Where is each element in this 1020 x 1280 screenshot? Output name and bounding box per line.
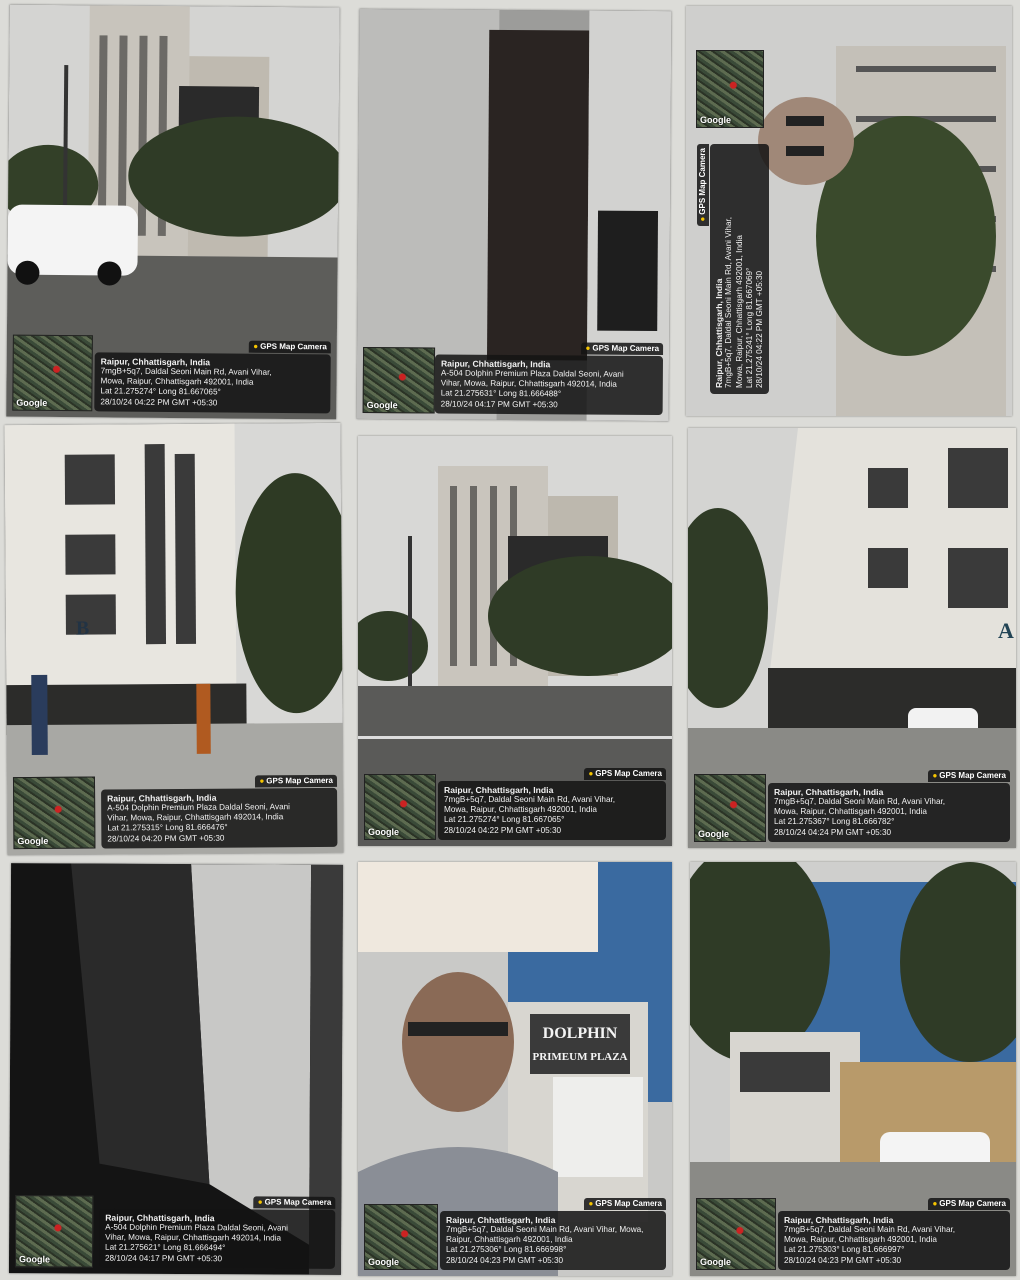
gps-map-camera-badge: ● GPS Map Camera (928, 770, 1010, 782)
gps-map-camera-badge: ● GPS Map Camera (584, 1198, 666, 1210)
rotated-gps-caption (696, 144, 769, 394)
block-letter-b: B (75, 617, 90, 640)
photo-2 (357, 9, 672, 421)
camera-pin-icon: ● (588, 1198, 594, 1208)
camera-pin-icon: ● (253, 341, 259, 351)
gps-map-camera-badge: ● GPS Map Camera (254, 1196, 336, 1209)
gps-map-camera-badge: ● GPS Map Camera (928, 1198, 1010, 1210)
minimap: Google (696, 1198, 776, 1270)
gps-caption: ● GPS Map Camera Raipur, Chhattisgarh, India 7mgB+5q7, Daldal Seoni Main Rd, Avani Vihar, Mowa, Raipur, Chhattisgarh 492001, India Lat 21.275274° Long 81.667065° 28/10/24 04:22 PM GMT +05:30 (94, 352, 331, 414)
minimap (12, 335, 93, 412)
gps-caption: ● GPS Map Camera Raipur, Chhattisgarh, India 7mgB+5q7, Daldal Seoni Main Rd, Avani Vihar, Mowa, Raipur, Chhattisgarh 492001, India Lat 21.275303° Long 81.666997° 28/10/24 04:23 PM GMT +05:30 (778, 1211, 1010, 1270)
gps-caption: ●GPS Map Camera Raipur, Chhattisgarh, India 7mgB+5q7, Daldal Seoni Main Rd, Avani Vihar, Mowa, Raipur, Chhattisgarh 492001, India Lat 21.275241° Long 81.667069° 28/10/24 04:22 PM GMT +05:30 (710, 144, 769, 394)
photo-9 (690, 862, 1016, 1276)
gps-map-camera-badge: ● GPS Map Camera (581, 342, 663, 355)
photo-8 (358, 862, 672, 1276)
photo-4 (5, 423, 344, 855)
minimap: Google (363, 347, 435, 414)
photo-3 (686, 6, 1012, 416)
minimap: Google (364, 774, 436, 840)
gps-caption: ● GPS Map Camera Raipur, Chhattisgarh, India 7mgB+5q7, Daldal Seoni Main Rd, Avani Vihar, Mowa, Raipur, Chhattisgarh 492001, India Lat 21.275306° Long 81.666998° 28/10/24 04:23 PM GMT +05:30 (440, 1211, 666, 1270)
minimap: Google (696, 50, 764, 128)
gps-caption: ● GPS Map Camera Raipur, Chhattisgarh, India A-504 Dolphin Premium Plaza Daldal Seoni, Avani Vihar, Mowa, Raipur, Chhattisgarh 492014, India Lat 21.275631° Long 81.666488° 28/10/24 04:17 PM GMT +05:30 (435, 354, 663, 415)
camera-pin-icon: ● (932, 770, 938, 780)
gps-map-camera-badge: ● GPS Map Camera (584, 768, 666, 780)
plaza-sign-line-1: DOLPHIN (542, 1025, 618, 1042)
photo-7 (9, 863, 343, 1275)
minimap: Google (694, 774, 766, 842)
map-google-label: Google (16, 397, 48, 408)
minimap: Google (13, 777, 96, 850)
plaza-sign-line-2: PRIMEUM PLAZA (532, 1051, 628, 1063)
gps-caption: ● GPS Map Camera Raipur, Chhattisgarh, India 7mgB+5q7, Daldal Seoni Main Rd, Avani Vihar, Mowa, Raipur, Chhattisgarh 492001, India Lat 21.275274° Long 81.667065° 28/10/24 04:22 PM GMT +05:30 (438, 781, 666, 840)
photo-6 (688, 428, 1016, 848)
gps-map-camera-badge: ● GPS Map Camera (255, 774, 337, 787)
gps-map-camera-badge: ● GPS Map Camera (249, 340, 331, 353)
camera-pin-icon: ● (259, 775, 265, 785)
gps-caption: ● GPS Map Camera Raipur, Chhattisgarh, India A-504 Dolphin Premium Plaza Daldal Seoni, Avani Vihar, Mowa, Raipur, Chhattisgarh 492014, India Lat 21.275315° Long 81.666476° 28/10/24 04:20 PM GMT +05:30 (101, 787, 337, 848)
gps-caption: ● GPS Map Camera Raipur, Chhattisgarh, India 7mgB+5q7, Daldal Seoni Main Rd, Avani Vihar, Mowa, Raipur, Chhattisgarh 492001, India Lat 21.275367° Long 81.666782° 28/10/24 04:24 PM GMT +05:30 (768, 783, 1010, 842)
block-letter-a: A (998, 618, 1014, 643)
camera-pin-icon: ● (585, 343, 591, 353)
camera-pin-icon: ● (257, 1196, 263, 1206)
gps-caption: ● GPS Map Camera Raipur, Chhattisgarh, India A-504 Dolphin Premium Plaza Daldal Seoni, Avani Vihar, Mowa, Raipur, Chhattisgarh 492014, India Lat 21.275621° Long 81.666494° 28/10/24 04:17 PM GMT +05:30 (99, 1208, 335, 1269)
photo-1 (6, 5, 340, 420)
camera-pin-icon: ● (698, 216, 707, 222)
minimap: Google (15, 1195, 93, 1267)
camera-pin-icon: ● (588, 768, 594, 778)
photo-5 (358, 436, 672, 846)
camera-pin-icon: ● (932, 1198, 938, 1208)
minimap: Google (364, 1204, 438, 1270)
gps-map-camera-badge: ●GPS Map Camera (697, 144, 709, 226)
